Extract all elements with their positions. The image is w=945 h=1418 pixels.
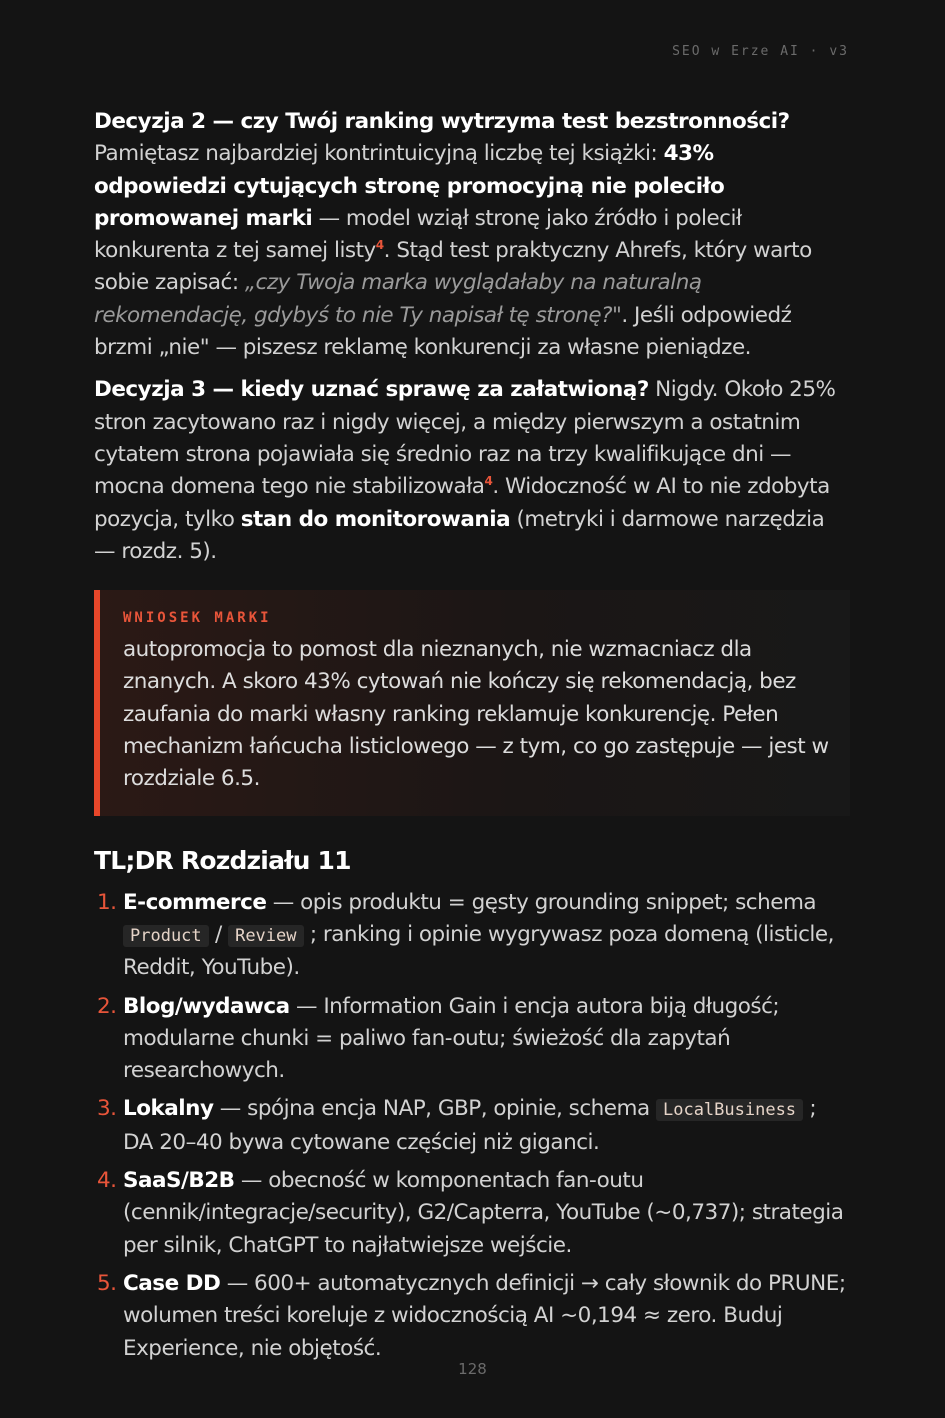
list-item-number: 5.: [97, 1270, 117, 1296]
decision-2-heading: Decyzja 2 — czy Twój ranking wytrzyma test bezstronności?: [94, 109, 790, 134]
list-item: [94, 887, 850, 985]
callout-text: autopromocja to pomost dla nieznanych, nie wzmacniacz dla znanych. A skoro 43% cytowań nie kończy się rekomendacją, bez zaufania do marki własny ranking reklamuje konkurencję. Pełen mechanizm łańcucha listiclowego — z tym, co go zastępuje — jest w rozdziale 6.5.: [123, 637, 829, 792]
footnote-ref[interactable]: 4: [484, 474, 493, 489]
ahrefs-test-quote: „czy Twoja marka wyglądałaby na naturalną rekomendację, gdybyś to nie Ty napisał tę stronę?": [94, 270, 702, 328]
page-number: 128: [458, 1360, 487, 1378]
text-run: — model wziął stronę jako źródło i polecił konkurenta z tej samej listy: [94, 205, 742, 264]
list-item-number: 3.: [97, 1096, 117, 1122]
list-item-number: 1.: [97, 889, 117, 915]
text-run: Pamiętasz najbardziej kontrintuicyjną liczbę tej książki:: [94, 141, 664, 167]
page-content: [94, 106, 850, 1371]
text-run: Nigdy. Około 25% stron zacytowano raz i nigdy więcej, a między pierwszym a ostatnim cytatem strona pojawiała się średnio raz na trzy kwalifikujące dni — mocna domena tego nie stabilizowała: [94, 377, 836, 500]
text-run: ; DA 20–40 bywa cytowane częściej niż giganci.: [123, 1096, 817, 1155]
text-run: — 600+ automatycznych definicji → cały słownik do PRUNE; wolumen treści koreluje z widocznością AI ~0,194 ≈ zero. Buduj Experience, nie objętość.: [123, 1270, 846, 1361]
tldr-list: [94, 887, 850, 1365]
text-run: . Stąd test praktyczny Ahrefs, który warto sobie zapisać:: [94, 238, 812, 296]
text-run: . Widoczność w AI to nie zdobyta pozycja, tylko: [94, 474, 830, 532]
text-run: — obecność w komponentach fan-outu (cennik/integracje/security), G2/Capterra, YouTube (~0,737); strategia per silnik, ChatGPT to najłatwiejsze wejście.: [123, 1168, 844, 1258]
callout-label: WNIOSEK MARKI: [123, 610, 272, 627]
list-item-term: Case DD: [123, 1270, 221, 1296]
inline-code: Review: [228, 925, 303, 947]
brand-conclusion-callout: [94, 590, 850, 815]
text-run: — Information Gain i encja autora biją długość; modularne chunki = paliwo fan-outu; świeżość dla zapytań researchowych.: [123, 993, 780, 1084]
list-item: [94, 1093, 850, 1159]
paragraph-decision-2: [94, 106, 850, 364]
text-run: — spójna encja NAP, GBP, opinie, schema: [213, 1096, 656, 1122]
list-item: [94, 991, 850, 1088]
highlight-statistic: 43% odpowiedzi cytujących stronę promocyjną nie poleciło promowanej marki: [94, 141, 725, 231]
highlight-phrase: stan do monitorowania: [240, 506, 511, 532]
footnote-ref[interactable]: 4: [375, 238, 384, 253]
text-run: /: [208, 921, 229, 947]
paragraph-decision-3: [94, 374, 850, 568]
list-item-term: SaaS/B2B: [123, 1168, 235, 1194]
inline-code: Product: [123, 925, 209, 947]
text-run: (metryki i darmowe narzędzia — rozdz. 5).: [94, 506, 825, 564]
list-item: [94, 1268, 850, 1365]
text-run: — opis produktu = gęsty grounding snippet; schema: [266, 889, 817, 915]
list-item-term: E-commerce: [123, 889, 267, 915]
list-item-number: 4.: [97, 1168, 117, 1194]
list-item-term: Lokalny: [123, 1096, 214, 1122]
inline-code: LocalBusiness: [656, 1099, 803, 1121]
tldr-heading: TL;DR Rozdziału 11: [94, 845, 351, 875]
running-header: SEO w Erze AI · v3: [672, 44, 849, 59]
text-run: . Jeśli odpowiedź brzmi „nie" — piszesz reklamę konkurencji za własne pieniądze.: [94, 302, 792, 361]
list-item: [94, 1165, 850, 1262]
text-run: ; ranking i opinie wygrywasz poza domeną (listicle, Reddit, YouTube).: [123, 921, 834, 981]
list-item-term: Blog/wydawca: [123, 993, 290, 1019]
decision-3-heading: Decyzja 3 — kiedy uznać sprawę za załatwioną?: [94, 377, 649, 403]
list-item-number: 2.: [97, 993, 117, 1019]
